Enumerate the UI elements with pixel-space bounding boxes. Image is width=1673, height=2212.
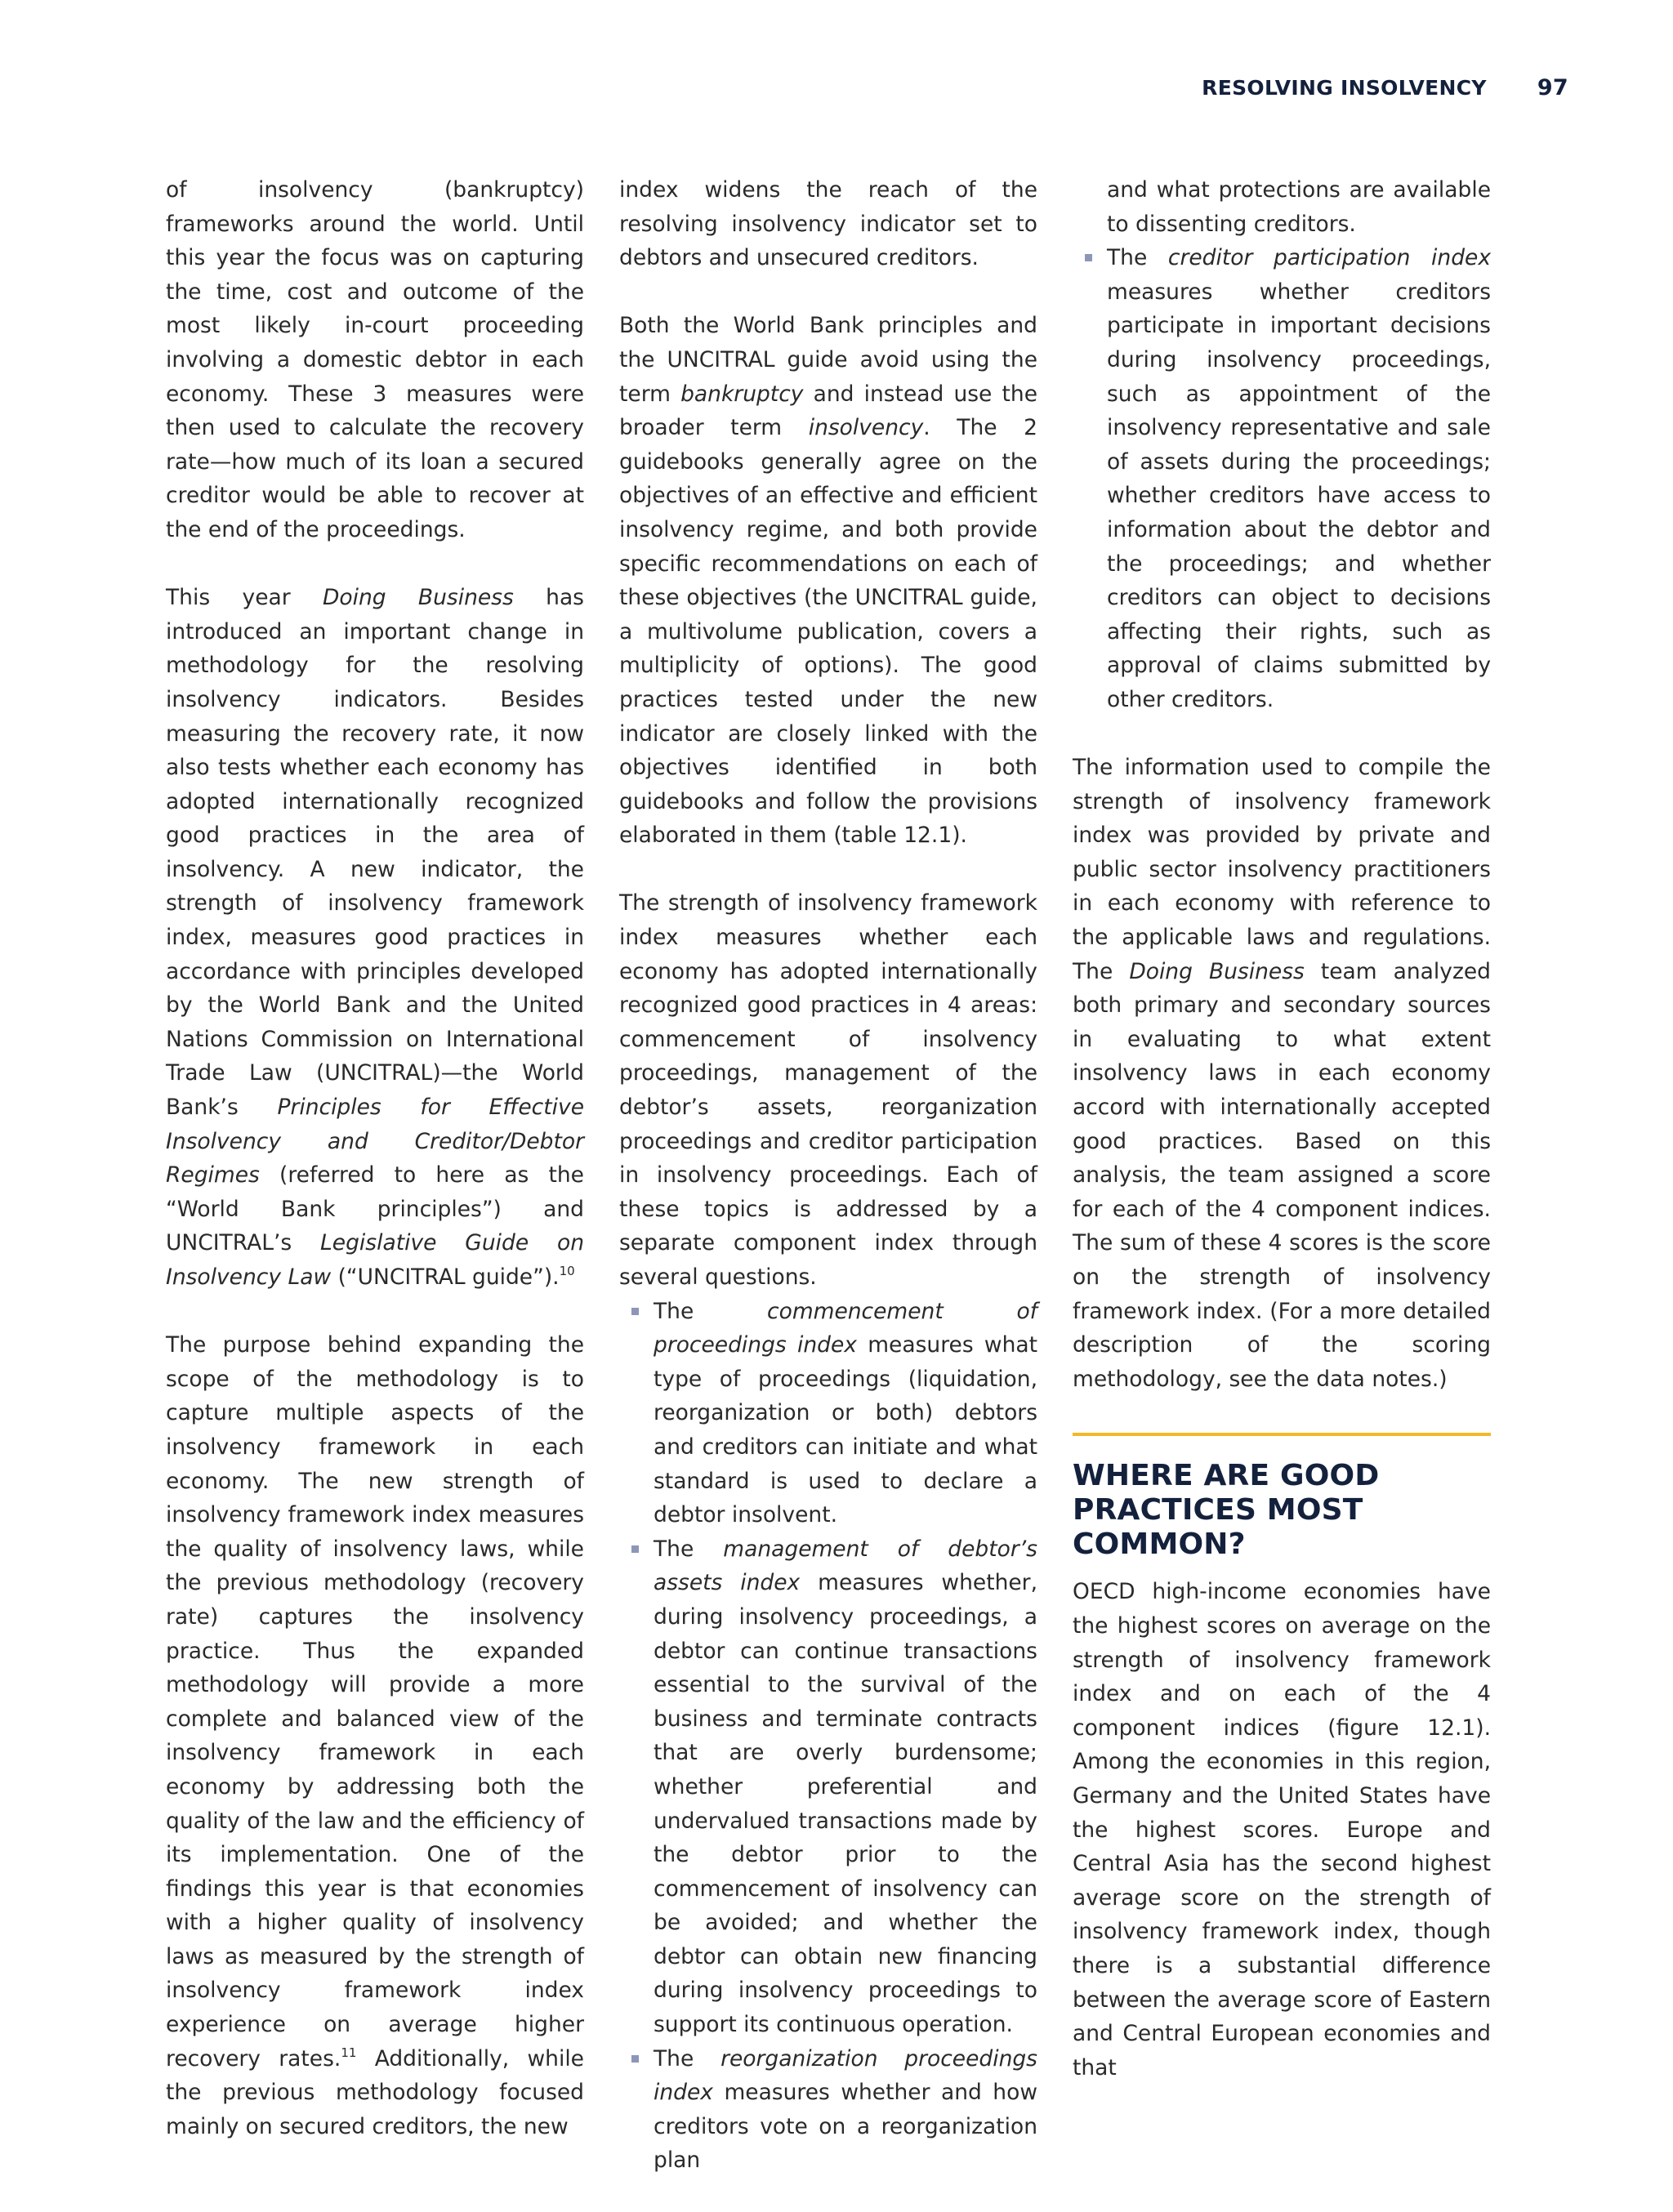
text-run: team analyzed both primary and secondary sources in evaluating to what extent insolvency laws in each economy accord with internationally accepted good practices. Based on this analysis, the team assigned a score for each of the 4 component indices. The sum of these 4 scores is the score on the strength of insolvency framework index. (For a more detailed description of the scoring methodology, see the data notes.): [1073, 958, 1491, 1392]
italic-title: Principles for Effective Insolvency and Creditor/Debtor Regimes: [166, 1095, 584, 1189]
text-run: The: [654, 1536, 724, 1562]
text-run: The: [1107, 245, 1168, 271]
paragraph: [166, 581, 584, 1294]
italic-title: Doing Business: [322, 585, 514, 611]
square-bullet-icon: [631, 2055, 639, 2063]
text-run: measures whether and how creditors vote on a reorganization plan: [654, 2080, 1037, 2174]
page-number: 97: [1537, 75, 1568, 100]
section-title: RESOLVING INSOLVENCY: [1202, 76, 1487, 100]
italic-term: insolvency: [808, 415, 924, 441]
bullet-list: [1073, 173, 1491, 717]
list-item-continued: [1073, 173, 1491, 241]
paragraph: [166, 173, 584, 547]
italic-term: reorganization proceedings index: [654, 2045, 1037, 2106]
text-run: The: [654, 1298, 768, 1324]
paragraph: [619, 309, 1037, 853]
italic-term: creditor participation index: [1167, 245, 1491, 271]
paragraph: [619, 886, 1037, 1294]
list-item: [1073, 241, 1491, 716]
text-run: The information used to compile the strength of insolvency framework index was provided by private and public sector insolvency practitioners in each economy with reference to the applicable laws and regulations. The: [1073, 755, 1491, 984]
italic-title: Legislative Guide on Insolvency Law: [166, 1230, 584, 1290]
text-run: index widens the reach of the resolving insolvency indicator set to debtors and unsecured creditors.: [619, 177, 1037, 271]
text-run: and instead use the broader term: [619, 381, 1037, 441]
text-run: measures whether, during insolvency proceedings, a debtor can continue transactions essential to the survival of the business and terminate contracts that are overly burdensome; whether preferential and undervalued transactions made by the debtor prior to the commencement of insolvency can be avoided; and whether the debtor can obtain new financing during insolvency proceedings to support its continuous operation.: [654, 1570, 1038, 2038]
italic-title: Doing Business: [1129, 958, 1305, 984]
text-run: This year: [166, 585, 323, 611]
list-item: [619, 2042, 1037, 2178]
text-run: The strength of insolvency framework index measures whether each economy has adopted internationally recognized good practices in 4 areas: commencement of insolvency proceedings, management of the debtor’s assets, reorganization proceedings and creditor participation in insolvency proceedings. Each of these topics is addressed by a separate component index through several questions.: [619, 890, 1037, 1290]
italic-term: commencement of proceedings index: [654, 1298, 1037, 1358]
column-3: [1073, 173, 1491, 2085]
text-run: OECD high-income economies have the highest scores on average on the strength of insolvency framework index and on each of the 4 component indices (figure 12.1). Among the economies in this region, Germany and the United States have the highest scores. Europe and Central Asia has the second highest average score on the strength of insolvency framework index, though there is a substantial difference between the average score of Eastern and Central European economies and that: [1073, 1579, 1491, 2080]
text-run: The purpose behind expanding the scope of the methodology is to capture multiple aspects of the insolvency framework in each economy. The new strength of insolvency framework index measures the quality of insolvency laws, while the previous methodology (recovery rate) captures the insolvency practice. Thus the expanded methodology will provide a more complete and balanced view of the insolvency framework in each economy by addressing both the quality of the law and the efficiency of its implementation. One of the findings this year is that economies with a higher quality of insolvency laws as measured by the strength of insolvency framework index experience on average higher recovery rates.: [166, 1332, 584, 2072]
text-run: has introduced an important change in methodology for the resolving insolvency indicators. Besides measuring the recovery rate, it now also tests whether each economy has adopted internationally recognized good practices in the area of insolvency. A new indicator, the strength of insolvency framework index, measures good practices in accordance with principles developed by the World Bank and the United Nations Commission on International Trade Law (UNCITRAL)—the World Bank’s: [166, 585, 584, 1121]
text-run: of insolvency (bankruptcy) frameworks around the world. Until this year the focus was on capturing the time, cost and outcome of the most likely in-court proceeding involving a domestic debtor in each economy. These 3 measures were then used to calculate the recovery rate—how much of its loan a secured creditor would be able to recover at the end of the proceedings.: [166, 177, 584, 542]
text-run: . The 2 guidebooks generally agree on the objectives of an effective and efficient insolvency regime, and both provide specific recommendations on each of these objectives (the UNCITRAL guide, a multivolume publication, covers a multiplicity of options). The good practices tested under the new indicator are closely linked with the objectives identified in both guidebooks and follow the provisions elaborated in them (table 12.1).: [619, 415, 1037, 849]
list-item: [619, 1532, 1037, 2042]
square-bullet-icon: [631, 1308, 639, 1315]
text-run: The: [654, 2045, 721, 2072]
paragraph: [166, 1328, 584, 2143]
section-divider: [1073, 1433, 1491, 1436]
text-run: (“UNCITRAL guide”).: [331, 1264, 560, 1290]
footnote-ref[interactable]: 10: [559, 1264, 575, 1278]
footnote-ref[interactable]: 11: [341, 2045, 357, 2060]
italic-term: bankruptcy: [680, 381, 804, 407]
italic-term: management of debtor’s assets index: [654, 1536, 1037, 1596]
section-heading: WHERE ARE GOOD PRACTICES MOST COMMON?: [1073, 1459, 1380, 1562]
text-run: Additionally, while the previous methodology focused mainly on secured creditors, the new: [166, 2045, 584, 2139]
text-run: measures what type of proceedings (liquidation, reorganization or both) debtors and creditors can initiate and what standard is used to declare a debtor insolvent.: [654, 1332, 1038, 1528]
column-1: [166, 173, 584, 2143]
text-run: measures whether creditors participate in important decisions during insolvency proceedings, such as appointment of the insolvency representative and sale of assets during the proceedings; whether creditors have access to information about the debtor and the proceedings; and whether creditors can object to decisions affecting their rights, such as approval of claims submitted by other creditors.: [1107, 279, 1491, 712]
square-bullet-icon: [631, 1545, 639, 1553]
text-run: Both the World Bank principles and the UNCITRAL guide avoid using the term: [619, 313, 1037, 407]
bullet-list: [619, 1295, 1037, 2178]
running-header: [1202, 75, 1568, 100]
column-2: [619, 173, 1037, 2212]
square-bullet-icon: [1085, 254, 1092, 261]
text-run: and what protections are available to dissenting creditors.: [1107, 177, 1491, 237]
list-item: [619, 1295, 1037, 1532]
paragraph: [1073, 751, 1491, 1396]
paragraph: [619, 173, 1037, 275]
text-run: (referred to here as the “World Bank principles”) and UNCITRAL’s: [166, 1162, 584, 1256]
paragraph: [1073, 1575, 1491, 2085]
